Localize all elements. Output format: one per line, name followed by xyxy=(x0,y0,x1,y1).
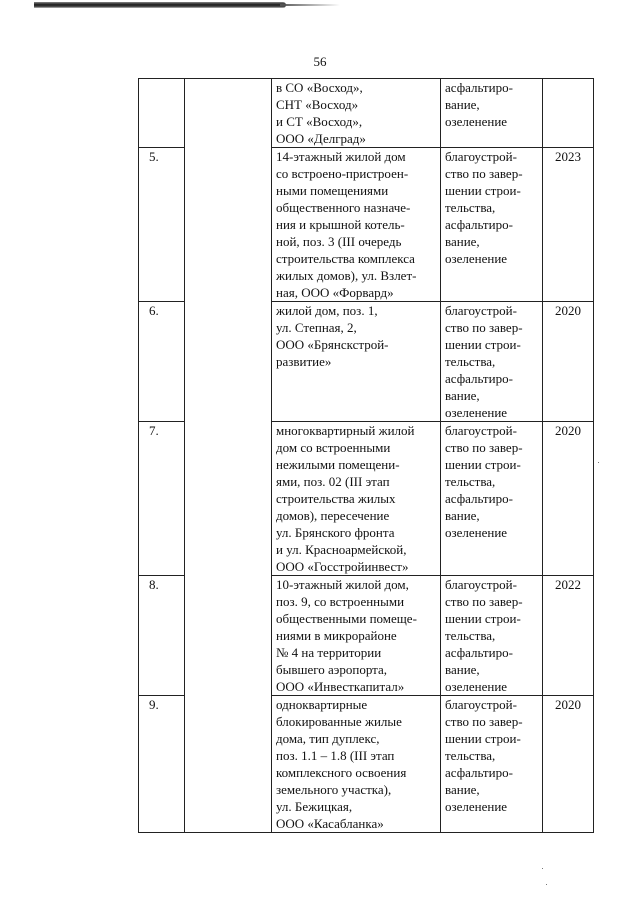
works-text-line: вание, xyxy=(445,782,480,797)
page-number: 56 xyxy=(313,54,327,69)
works-text-line: озеленение xyxy=(445,525,508,540)
works-text-line: тельства, xyxy=(445,748,496,763)
merged-blank-cell xyxy=(185,422,272,576)
object-text-line: земельного участка), xyxy=(276,782,392,797)
works-text-line: благоустрой- xyxy=(445,423,517,438)
row-number-cell: 5. xyxy=(139,148,185,302)
works-text-line: шении строи- xyxy=(445,337,521,352)
object-text-line: строительства жилых xyxy=(276,491,396,506)
works-description-cell xyxy=(441,576,543,696)
works-text-line: ство по завер- xyxy=(445,714,523,729)
works-text-line: вание, xyxy=(445,234,480,249)
completion-year-cell: 2020 xyxy=(543,422,594,576)
works-text-line: благоустрой- xyxy=(445,149,517,164)
object-text-line: бывшего аэропорта, xyxy=(276,662,388,677)
objects-table xyxy=(138,78,594,833)
scan-speck xyxy=(546,884,547,885)
object-text-line: № 4 на территории xyxy=(276,645,382,660)
completion-year-cell: 2022 xyxy=(543,576,594,696)
works-text-line: шении строи- xyxy=(445,611,521,626)
works-text-line: благоустрой- xyxy=(445,577,517,592)
object-text-line: строительства комплекса xyxy=(276,251,415,266)
object-text-line: ул. Брянского фронта xyxy=(276,525,395,540)
table-row xyxy=(139,302,594,422)
works-text-line: асфальтиро- xyxy=(445,371,513,386)
object-text-line: ния и крышной котель- xyxy=(276,217,405,232)
object-text-line: ями, поз. 02 (III этап xyxy=(276,474,390,489)
object-text-line: многоквартирный жилой xyxy=(276,423,415,438)
merged-blank-cell xyxy=(185,148,272,302)
works-text-line: тельства, xyxy=(445,474,496,489)
object-text-line: 10-этажный жилой дом, xyxy=(276,577,409,592)
works-text-line: вание, xyxy=(445,97,480,112)
object-text-line: ная, ООО «Форвард» xyxy=(276,285,394,300)
object-text-line: домов), пересечение xyxy=(276,508,390,523)
object-description-cell xyxy=(272,576,441,696)
works-text-line: озеленение xyxy=(445,405,508,420)
object-text-line: ООО «Инвесткапитал» xyxy=(276,679,405,694)
completion-year-cell: 2020 xyxy=(543,302,594,422)
works-text-line: шении строи- xyxy=(445,183,521,198)
completion-year-cell xyxy=(543,79,594,148)
merged-blank-cell xyxy=(185,302,272,422)
row-number-cell: 6. xyxy=(139,302,185,422)
object-text-line: ООО «Делград» xyxy=(276,131,366,146)
object-description-cell xyxy=(272,422,441,576)
works-text-line: ство по завер- xyxy=(445,320,523,335)
object-description-cell xyxy=(272,302,441,422)
object-text-line: общественными помеще- xyxy=(276,611,417,626)
works-text-line: озеленение xyxy=(445,114,508,129)
object-text-line: развитие» xyxy=(276,354,332,369)
works-text-line: асфальтиро- xyxy=(445,645,513,660)
object-text-line: поз. 9, со встроенными xyxy=(276,594,405,609)
works-text-line: озеленение xyxy=(445,799,508,814)
object-text-line: общественного назначе- xyxy=(276,200,411,215)
object-text-line: одноквартирные xyxy=(276,697,368,712)
works-text-line: асфальтиро- xyxy=(445,491,513,506)
object-text-line: ООО «Брянскстрой- xyxy=(276,337,389,352)
object-description-cell xyxy=(272,696,441,833)
scan-speck xyxy=(542,868,543,869)
works-text-line: благоустрой- xyxy=(445,303,517,318)
works-text-line: вание, xyxy=(445,508,480,523)
works-text-line: вание, xyxy=(445,662,480,677)
object-text-line: поз. 1.1 – 1.8 (III этап xyxy=(276,748,395,763)
object-text-line: в СО «Восход», xyxy=(276,80,363,95)
works-text-line: озеленение xyxy=(445,251,508,266)
object-text-line: ными помещениями xyxy=(276,183,389,198)
object-text-line: и СТ «Восход», xyxy=(276,114,363,129)
object-text-line: 14-этажный жилой дом xyxy=(276,149,406,164)
object-text-line: дом со встроенными xyxy=(276,440,391,455)
works-description-cell xyxy=(441,148,543,302)
works-text-line: асфальтиро- xyxy=(445,80,513,95)
works-text-line: асфальтиро- xyxy=(445,765,513,780)
objects-table-body xyxy=(139,79,594,833)
works-text-line: тельства, xyxy=(445,354,496,369)
object-text-line: ООО «Касабланка» xyxy=(276,816,384,831)
row-number-cell xyxy=(139,79,185,148)
object-text-line: жилых домов), ул. Взлет- xyxy=(276,268,417,283)
table-row xyxy=(139,576,594,696)
row-number-cell: 7. xyxy=(139,422,185,576)
object-text-line: ул. Степная, 2, xyxy=(276,320,357,335)
row-number-cell: 8. xyxy=(139,576,185,696)
works-text-line: вание, xyxy=(445,388,480,403)
table-row xyxy=(139,148,594,302)
works-text-line: шении строи- xyxy=(445,731,521,746)
merged-blank-cell xyxy=(185,576,272,696)
works-description-cell xyxy=(441,696,543,833)
works-text-line: тельства, xyxy=(445,200,496,215)
table-row xyxy=(139,79,594,148)
works-text-line: ство по завер- xyxy=(445,594,523,609)
object-text-line: жилой дом, поз. 1, xyxy=(276,303,378,318)
works-text-line: благоустрой- xyxy=(445,697,517,712)
object-text-line: ООО «Госстройинвест» xyxy=(276,559,409,574)
object-text-line: блокированные жилые xyxy=(276,714,402,729)
works-description-cell xyxy=(441,422,543,576)
object-text-line: ной, поз. 3 (III очередь xyxy=(276,234,402,249)
works-text-line: шении строи- xyxy=(445,457,521,472)
scan-speck xyxy=(598,462,599,463)
row-number-cell: 9. xyxy=(139,696,185,833)
table-row xyxy=(139,422,594,576)
works-description-cell xyxy=(441,79,543,148)
merged-blank-cell xyxy=(185,79,272,148)
scan-artifact-tail xyxy=(280,4,340,6)
works-description-cell xyxy=(441,302,543,422)
object-description-cell xyxy=(272,148,441,302)
object-description-cell xyxy=(272,79,441,148)
object-text-line: ниями в микрорайоне xyxy=(276,628,397,643)
object-text-line: ул. Бежицкая, xyxy=(276,799,353,814)
table-row xyxy=(139,696,594,833)
works-text-line: тельства, xyxy=(445,628,496,643)
object-text-line: комплексного освоения xyxy=(276,765,407,780)
completion-year-cell: 2020 xyxy=(543,696,594,833)
completion-year-cell: 2023 xyxy=(543,148,594,302)
scan-artifact-bar xyxy=(34,2,286,8)
works-text-line: ство по завер- xyxy=(445,440,523,455)
object-text-line: дома, тип дуплекс, xyxy=(276,731,380,746)
object-text-line: нежилыми помещени- xyxy=(276,457,400,472)
works-text-line: ство по завер- xyxy=(445,166,523,181)
merged-blank-cell xyxy=(185,696,272,833)
object-text-line: СНТ «Восход» xyxy=(276,97,359,112)
object-text-line: и ул. Красноармейской, xyxy=(276,542,407,557)
object-text-line: со встроено-пристроен- xyxy=(276,166,409,181)
works-text-line: асфальтиро- xyxy=(445,217,513,232)
works-text-line: озеленение xyxy=(445,679,508,694)
